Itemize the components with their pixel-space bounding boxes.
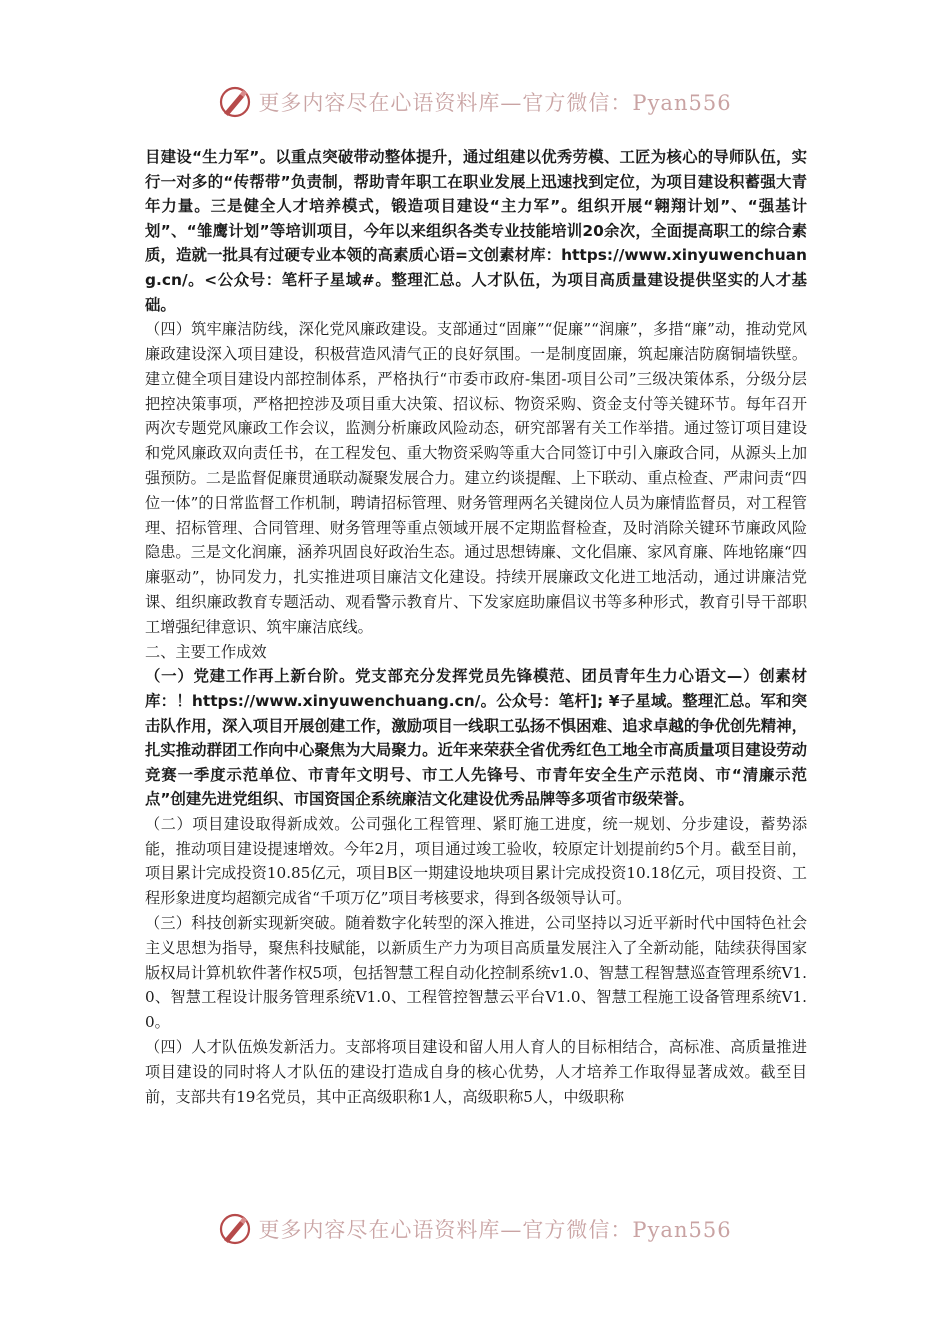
document-body [145,145,807,1109]
watermark-banner-bottom [0,1207,950,1251]
pen-logo-icon [218,85,252,119]
watermark-banner-top [0,80,950,124]
watermark-text-bottom: 更多内容尽在心语资料库—官方微信：Pyan556 [258,1218,732,1242]
paragraph-project-results: （二）项目建设取得新成效。公司强化工程管理、紧盯施工进度，统一规划、分步建设，蓄势添能，推动项目建设提速增效。今年2月，项目通过竣工验收，较原定计划提前约5个月。截至目前，项目累计完成投资10.85亿元，项目B区一期建设地块项目累计完成投资10.18亿元，项目投资、工程形象进度均超额完成省“千项万亿”项目考核要求，得到各级领导认可。 [145,814,807,908]
watermark-text-top: 更多内容尽在心语资料库—官方微信：Pyan556 [258,91,732,115]
paragraph-tech-innovation: （三）科技创新实现新突破。随着数字化转型的深入推进，公司坚持以习近平新时代中国特色社会主义思想为指导，聚焦科技赋能，以新质生产力为项目高质量发展注入了全新动能，陆续获得国家版权局计算机软件著作权5项，包括智慧工程自动化控制系统v1.0、智慧工程智慧巡查管理系统V1.0、智慧工程设计服务管理系统V1.0、工程管控智慧云平台V1.0、智慧工程施工设备管理系统V1.0。 [145,914,807,1032]
paragraph-integrity-building: （四）筑牢廉洁防线，深化党风廉政建设。支部通过“固廉”“促廉”“润廉”，多措“廉”动，推动党风廉政建设深入项目建设，积极营造风清气正的良好氛围。一是制度固廉，筑起廉洁防腐铜墙铁壁。建立健全项目建设内部控制体系，严格执行“市委市政府-集团-项目公司”三级决策体系，分级分层把控决策事项，严格把控涉及项目重大决策、招议标、物资采购、资金支付等关键环节。每年召开两次专题党风廉政工作会议，监测分析廉政风险动态，研究部署有关工作举措。通过签订项目建设和党风廉政双向责任书，在工程发包、重大物资采购等重大合同签订中引入廉政合同，从源头上加强预防。二是监督促廉贯通联动凝聚发展合力。建立约谈提醒、上下联动、重点检查、严肃问责“四位一体”的日常监督工作机制，聘请招标管理、财务管理两名关键岗位人员为廉情监督员，对工程管理、招标管理、合同管理、财务管理等重点领域开展不定期监督检查，及时消除关键环节廉政风险隐患。三是文化润廉，涵养巩固良好政治生态。通过思想铸廉、文化倡廉、家风育廉、阵地铭廉“四廉驱动”，协同发力，扎实推进项目廉洁文化建设。持续开展廉政文化进工地活动，通过讲廉洁党课、组织廉政教育专题活动、观看警示教育片、下发家庭助廉倡议书等多种形式，教育引导干部职工增强纪律意识、筑牢廉洁底线。 [145,320,807,636]
paragraph-party-building-results: （一）党建工作再上新台阶。党支部充分发挥党员先锋模范、团员青年生力心语文—）创素材库：！https://www.xinyuwenchuang.cn/。公众号：笔杆]; ¥子星域。整理汇总。军和突击队作用，深入项目开展创建工作，激励项目一线职工弘扬不惧困难、追求卓越的争优创先精神，扎实推动群团工作向中心聚焦为大局聚力。近年来荣获全省优秀红色工地全市高质量项目建设劳动竞赛一季度示范单位、市青年文明号、市工人先锋号、市青年安全生产示范岗、市“清廉示范点”创建先进党组织、市国资国企系统廉洁文化建设优秀品牌等多项省市级荣誉。 [145,667,807,809]
paragraph-talent-team: （四）人才队伍焕发新活力。支部将项目建设和留人用人育人的目标相结合，高标准、高质量推进项目建设的同时将人才队伍的建设打造成自身的核心优势，人才培养工作取得显著成效。截至目前，支部共有19名党员，其中正高级职称1人，高级职称5人，中级职称 [145,1038,807,1106]
paragraph-talent-continued: 目建设“生力军”。以重点突破带动整体提升，通过组建以优秀劳模、工匠为核心的导师队伍，实行一对多的“传帮带”负责制，帮助青年职工在职业发展上迅速找到定位，为项目建设积蓄强大青年力量。三是健全人才培养模式，锻造项目建设“主力军”。组织开展“翱翔计划”、“强基计划”、“雏鹰计划”等培训项目，今年以来组织各类专业技能培训20余次，全面提高职工的综合素质，造就一批具有过硬专业本领的高素质心语=文创素材库：https://www.xinyuwenchuang.cn/。<公众号：笔杆子星域#。整理汇总。人才队伍，为项目高质量建设提供坚实的人才基础。 [145,148,807,314]
pen-logo-icon [218,1212,252,1246]
section-heading-main-results: 二、主要工作成效 [145,642,267,661]
